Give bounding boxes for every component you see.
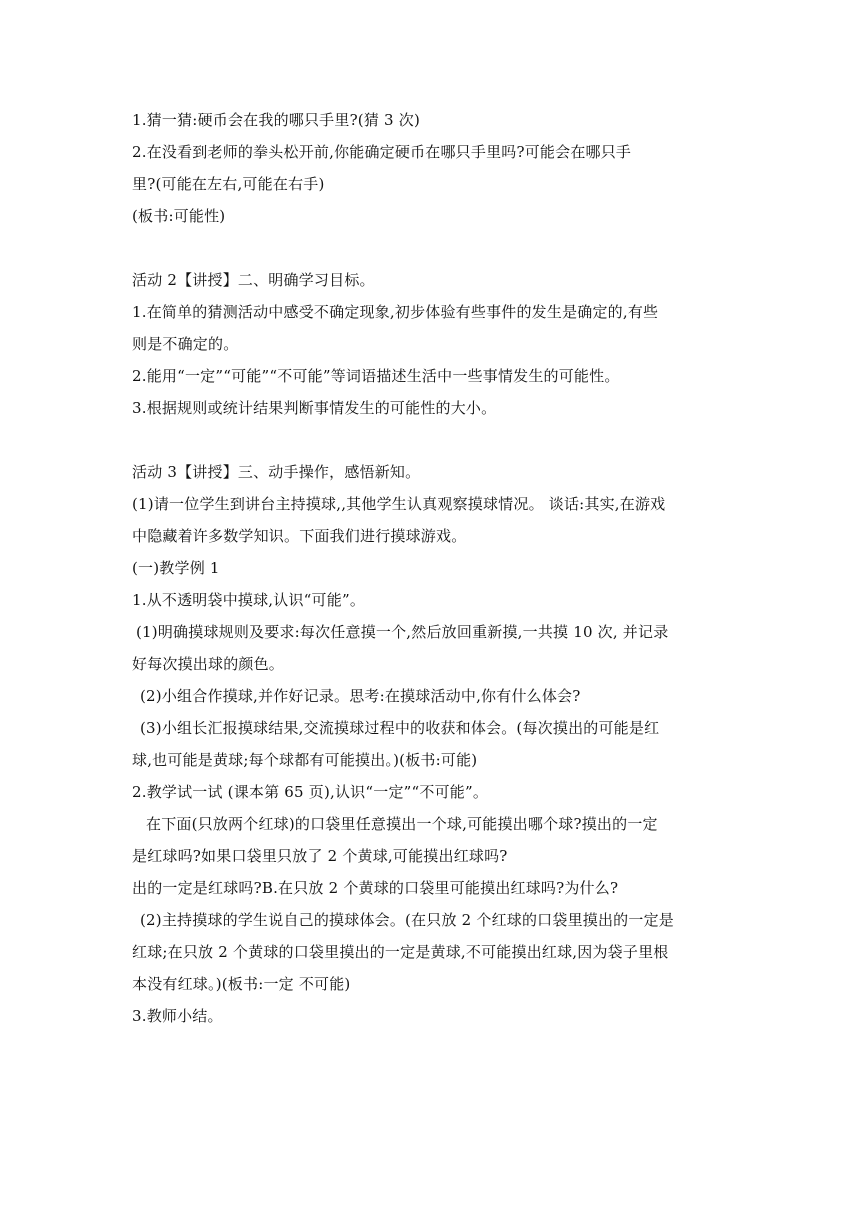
paragraph-line: 2.教学试一试 (课本第 65 页),认识“一定”“不可能”。 [132, 783, 489, 801]
paragraph-line: 2.能用“一定”“可能”“不可能”等词语描述生活中一些事情发生的可能性。 [132, 367, 620, 385]
paragraph-line: (1)明确摸球规则及要求:每次任意摸一个,然后放回重新摸,一共摸 10 次, 并记录 [136, 623, 669, 641]
blank-line [132, 232, 732, 264]
paragraph-line: 好每次摸出球的颜色。 [132, 655, 285, 673]
paragraph-line: 2.在没看到老师的拳头松开前,你能确定硬币在哪只手里吗?可能会在哪只手 [132, 143, 632, 161]
paragraph-line: 则是不确定的。 [132, 335, 239, 353]
paragraph-line: 中隐藏着许多数学知识。下面我们进行摸球游戏。 [132, 527, 467, 545]
paragraph-line: 3.教师小结。 [132, 1007, 223, 1025]
section-2 [132, 264, 732, 424]
paragraph-line: 是红球吗?如果口袋里只放了 2 个黄球,可能摸出红球吗? [132, 847, 508, 865]
paragraph-line: 1.在简单的猜测活动中感受不确定现象,初步体验有些事件的发生是确定的,有些 [132, 303, 659, 321]
paragraph-line: 在下面(只放两个红球)的口袋里任意摸出一个球,可能摸出哪个球?摸出的一定 [146, 815, 658, 833]
paragraph-line: 球,也可能是黄球;每个球都有可能摸出。)(板书:可能) [132, 751, 478, 769]
blank-line [132, 424, 732, 456]
section-3 [132, 456, 732, 1032]
paragraph-line: (1)请一位学生到讲台主持摸球,,其他学生认真观察摸球情况。 谈话:其实,在游戏 [132, 495, 666, 513]
paragraph-line: (一)教学例 1 [132, 559, 220, 577]
paragraph-line: 出的一定是红球吗?B.在只放 2 个黄球的口袋里可能摸出红球吗?为什么? [132, 879, 619, 897]
paragraph-line: (3)小组长汇报摸球结果,交流摸球过程中的收获和体会。(每次摸出的可能是红 [140, 719, 660, 737]
paragraph-line: 里?(可能在左右,可能在右手) [132, 175, 325, 193]
paragraph-line: 红球;在只放 2 个黄球的口袋里摸出的一定是黄球,不可能摸出红球,因为袋子里根 [132, 943, 669, 961]
paragraph-line: (板书:可能性) [132, 207, 226, 225]
paragraph-line: (2)主持摸球的学生说自己的摸球体会。(在只放 2 个红球的口袋里摸出的一定是 [140, 911, 674, 929]
section-heading: 活动 3【讲授】三、动手操作，感悟新知。 [132, 463, 421, 481]
paragraph-line: (2)小组合作摸球,并作好记录。思考:在摸球活动中,你有什么体会? [140, 687, 581, 705]
paragraph-line: 3.根据规则或统计结果判断事情发生的可能性的大小。 [132, 399, 497, 417]
section-1 [132, 104, 732, 232]
document-page [132, 104, 732, 1032]
paragraph-line: 本没有红球。)(板书:一定 不可能) [132, 975, 351, 993]
paragraph-line: 1.从不透明袋中摸球,认识“可能”。 [132, 591, 366, 609]
paragraph-line: 1.猜一猜:硬币会在我的哪只手里?(猜 3 次) [132, 111, 420, 129]
section-heading: 活动 2【讲授】二、明确学习目标。 [132, 271, 375, 289]
